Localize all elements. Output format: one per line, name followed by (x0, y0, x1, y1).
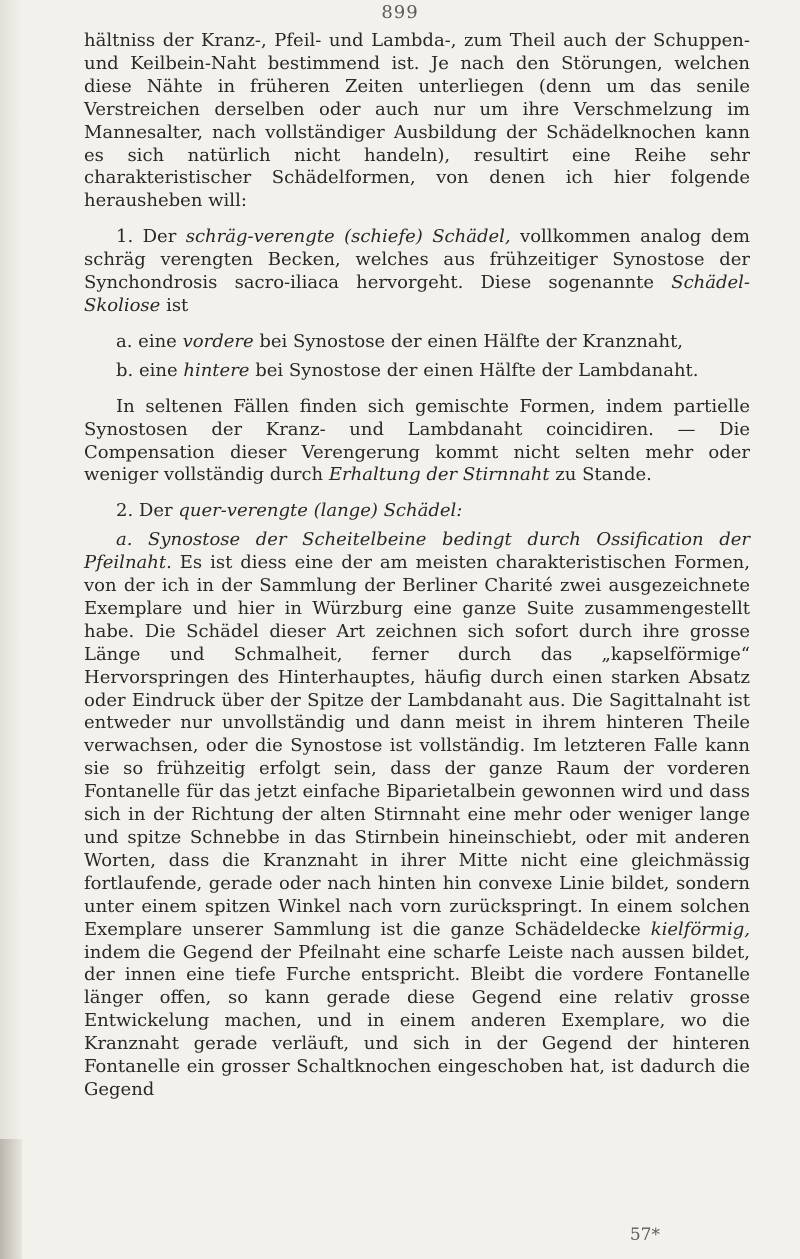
list-item-b (84, 360, 750, 383)
section-1-term: schräg-verengte (schiefe) Schädel, (185, 226, 511, 248)
section-1-text: vollkommen analog dem schräg verengten Becken, welches aus frühzeitiger Synostose der Synchondrosis sacro-iliaca hervorgeht. Diese sogenannte (84, 226, 750, 294)
section-2a-paragraph (84, 529, 750, 1102)
section-2-heading (84, 500, 750, 523)
list-item-b-pre: b. eine (116, 359, 178, 381)
paragraph-mixed-forms-text: In seltenen Fällen finden sich gemischte Formen, indem partielle Synostosen der Kranz- und Lambdanaht coincidiren. — Die Compensation dieser Verengerung kommt nicht selten mehr oder weniger vollständig durch (84, 395, 750, 486)
section-2a-text: Es ist diess eine der am meisten charakteristischen Formen, von der ich in der Sammlung der Berliner Charité zwei ausgezeichnete Exemplare und hier in Würzburg eine ganze Suite zusammengestellt habe. Die Schädel dieser Art zeichnen sich sofort durch ihre grosse Länge und Schmalheit, ferner durch das „kapselförmige“ Hervorspringen des Hinterhauptes, häufig durch einen starken Absatz oder Eindruck über der Spitze der Lambdanaht aus. Die Sagittalnaht ist entweder nur unvollständig und dann meist in ihrem hinteren Theile verwachsen, oder die Synostose ist vollständig. Im letzteren Falle kann sie so frühzeitig erfolgt sein, dass der ganze Raum der vorderen Fontanelle für das jetzt einfache Biparietalbein gewonnen wird und dass sich in der Richtung der alten Stirnnaht eine mehr oder weniger lange und spitze Schnebbe in das Stirnbein hineinschiebt, oder mit anderen Worten, dass die Kranznaht in ihrer Mitte nicht eine gleichmässig fortlaufende, gerade oder nach hinten hin convexe Linie bildet, sondern unter einem spitzen Winkel nach vorn zurückspringt. In einem solchen Exemplare unserer Sammlung ist die ganze Schädeldecke (84, 552, 750, 940)
body-text (84, 30, 750, 1102)
page-edge-shadow (0, 0, 22, 1259)
section-2-term: quer-verengte (lange) Schädel: (178, 500, 463, 522)
section-2a-text-cont: indem die Gegend der Pfeilnaht eine scharfe Leiste nach aussen bildet, der innen eine tiefe Furche entspricht. Bleibt die vordere Fontanelle länger offen, so kann gerade diese Gegend eine relativ grosse Entwickelung machen, und in einem anderen Exemplare, wo die Kranznaht gerade verläuft, und sich in der Gegend der hinteren Fontanelle ein grosser Schaltknochen eingeschoben hat, ist dadurch die Gegend (84, 941, 750, 1100)
section-2a-term: kielförmig, (650, 918, 750, 940)
list-item-b-text: bei Synostose der einen Hälfte der Lambdanaht. (255, 359, 699, 381)
paragraph-mixed-forms-end: zu Stande. (555, 464, 652, 486)
section-1-end: ist (166, 294, 189, 316)
section-1-term-2: Schädel-Skoliose (84, 272, 750, 316)
page-edge-shadow-bottom (0, 1139, 22, 1259)
page-number: 899 (381, 2, 419, 23)
list-item-b-term: hintere (183, 359, 250, 381)
section-2a-heading: a. Synostose der Scheitelbeine bedingt durch Ossification der Pfeilnaht. (84, 529, 750, 574)
section-1-number: 1. Der (116, 226, 177, 248)
paragraph-mixed-forms-term: Erhaltung der Stirnnaht (328, 464, 550, 486)
list-item-a-pre: a. eine (116, 330, 177, 352)
section-1-skew-skull (84, 226, 750, 318)
printer-signature: 57* (629, 1225, 660, 1245)
list-item-a-term: vordere (182, 330, 254, 352)
paragraph-intro: hältniss der Kranz-, Pfeil- und Lambda-, zum Theil auch der Schuppen- und Keilbein-Naht bestimmend ist. Je nach den Störungen, welchen diese Nähte in früheren Zeiten unterliegen (denn um das senile Verstreichen derselben oder auch nur um ihre Verschmelzung im Mannesalter, nach vollständiger Ausbildung der Schädelknochen kann es sich natürlich nicht handeln), resultirt eine Reihe sehr charakteristischer Schädelformen, von denen ich hier folgende herausheben will: (84, 30, 750, 212)
list-item-a (84, 331, 750, 354)
list-item-a-text: bei Synostose der einen Hälfte der Kranznaht, (259, 330, 684, 352)
section-2-number: 2. Der (116, 500, 173, 522)
paragraph-mixed-forms (84, 396, 750, 488)
